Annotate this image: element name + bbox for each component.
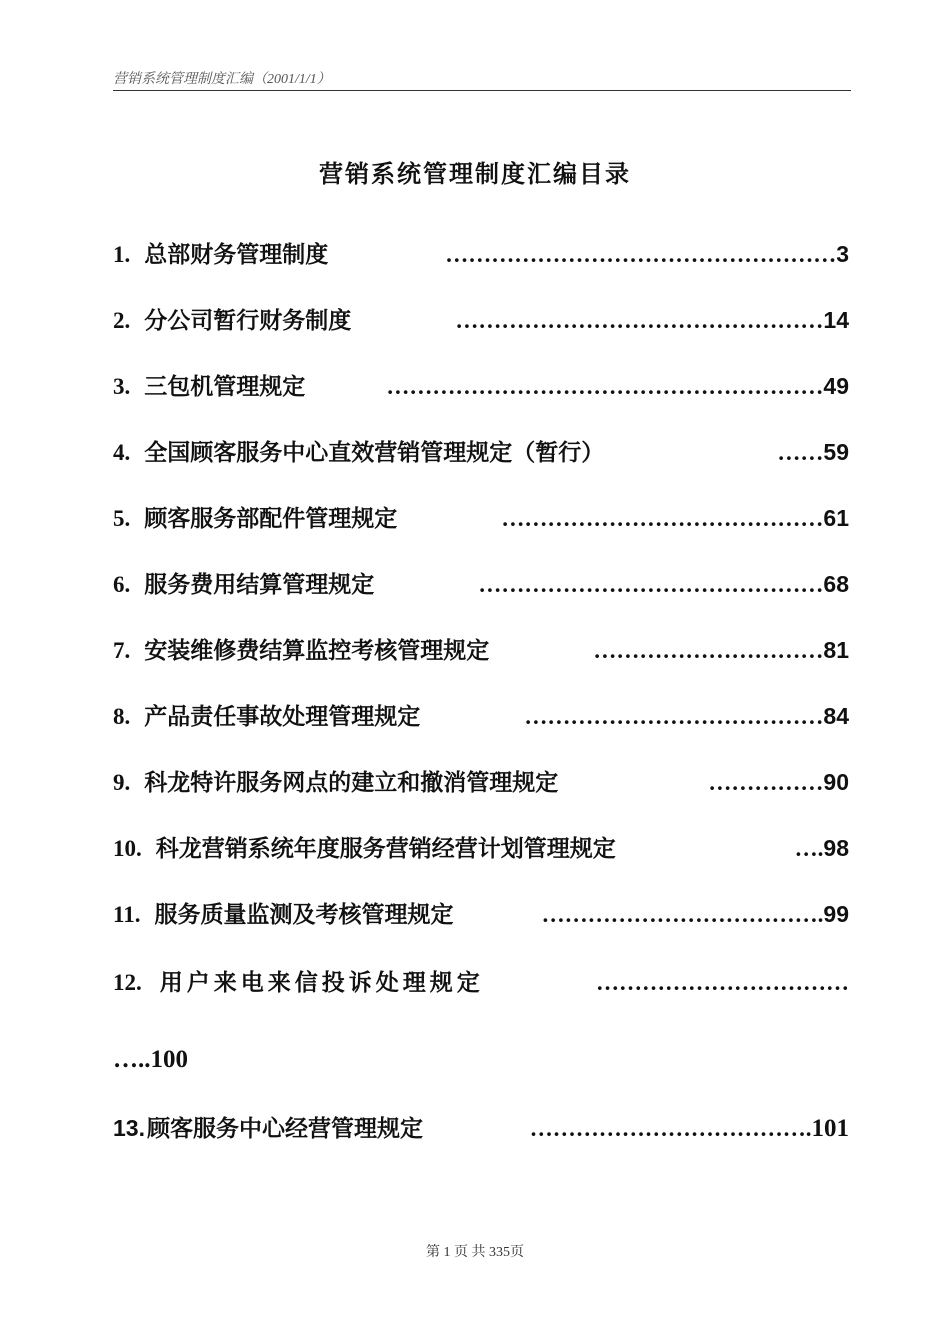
toc-entry-11[interactable] xyxy=(113,896,849,940)
toc-entry-7[interactable] xyxy=(113,632,849,676)
toc-leader-dots: …. xyxy=(794,836,824,861)
toc-entry-2[interactable] xyxy=(113,302,849,346)
header-text: 营销系统管理制度汇编（2001/1/1） xyxy=(113,72,331,87)
toc-page-number: 14 xyxy=(823,307,849,333)
toc-page-number: 99 xyxy=(823,901,849,927)
toc-entry-title: 顾客服务中心经营管理规定 xyxy=(146,1116,423,1142)
toc-entry-title: 分公司暂行财务制度 xyxy=(144,308,352,334)
toc-entry-number: 5. xyxy=(113,506,131,531)
toc-entry-title: 总部财务管理制度 xyxy=(144,242,329,268)
toc-page-number: 101 xyxy=(811,1115,849,1142)
toc-entry-number: 8. xyxy=(113,704,131,729)
toc-entry-3[interactable] xyxy=(113,368,849,412)
toc-entry-title: 安装维修费结算监控考核管理规定 xyxy=(144,638,490,664)
toc-leader-dots: ……………………………………… xyxy=(478,572,824,597)
toc-entry-4[interactable] xyxy=(113,434,849,478)
toc-leader-dots: …………… xyxy=(708,770,824,795)
toc-entry-5[interactable] xyxy=(113,500,849,544)
toc-entry-title: 科龙营销系统年度服务营销经营计划管理规定 xyxy=(155,836,616,862)
toc-entry-number: 12. xyxy=(113,970,142,995)
toc-entry-title: 全国顾客服务中心直效营销管理规定（暂行） xyxy=(144,440,605,466)
toc-leader-dots: …………………………… xyxy=(596,970,849,995)
toc-entry-12[interactable] xyxy=(113,964,849,1008)
toc-page-number: 59 xyxy=(823,439,849,465)
toc-page-number: 61 xyxy=(823,505,849,531)
toc-page-number: 98 xyxy=(823,835,849,861)
toc-entry-number: 4. xyxy=(113,440,131,465)
toc-entry-number: 13. xyxy=(113,1115,145,1141)
toc-entry-number: 6. xyxy=(113,572,131,597)
toc-page-number: 90 xyxy=(823,769,849,795)
toc-page-number: 68 xyxy=(823,571,849,597)
toc-entry-title: 服务费用结算管理规定 xyxy=(144,572,375,598)
toc-entry-title: 顾客服务部配件管理规定 xyxy=(144,506,398,532)
toc-leader-dots: ………………………………………………… xyxy=(386,374,824,399)
toc-leader-dots: …… xyxy=(777,440,824,465)
toc-entry-number: 11. xyxy=(113,902,141,927)
toc-page-number: 84 xyxy=(823,703,849,729)
toc-entry-9[interactable] xyxy=(113,764,849,808)
toc-entry-number: 2. xyxy=(113,308,131,333)
toc-leader-dots: ………………………… xyxy=(593,638,824,663)
toc-leader-dots: …………………………………………… xyxy=(445,242,837,267)
toc-leader-dots: ………………………………………… xyxy=(455,308,824,333)
toc-page-number: 3 xyxy=(836,241,849,267)
toc-entry-1[interactable] xyxy=(113,236,849,280)
document-title: 营销系统管理制度汇编目录 xyxy=(319,160,631,188)
toc-entry-title: 服务质量监测及考核管理规定 xyxy=(154,902,454,928)
toc-page-number: 81 xyxy=(823,637,849,663)
toc-entry-6[interactable] xyxy=(113,566,849,610)
toc-leader-dots: ………………………………… xyxy=(524,704,824,729)
toc-entry-title: 三包机管理规定 xyxy=(144,374,306,400)
toc-entry-title: 用户来电来信投诉处理规定 xyxy=(159,970,484,996)
toc-entry-13[interactable] xyxy=(113,1110,849,1154)
toc-entry-title: 科龙特许服务网点的建立和撤消管理规定 xyxy=(144,770,559,796)
toc-entry-number: 9. xyxy=(113,770,131,795)
toc-leader-dots: ………………………………. xyxy=(541,902,824,927)
toc-leader-dots: …………………………………… xyxy=(501,506,824,531)
toc-leader-dots: ………………………………. xyxy=(529,1116,812,1141)
page-footer: 第 1 页 共 335页 xyxy=(426,1245,524,1260)
toc-entry-10[interactable] xyxy=(113,830,849,874)
toc-entry-title: 产品责任事故处理管理规定 xyxy=(144,704,421,730)
toc-entry-number: 10. xyxy=(113,836,142,861)
toc-entry-number: 1. xyxy=(113,242,131,267)
page-header xyxy=(113,66,851,91)
toc-entry-number: 3. xyxy=(113,374,131,399)
toc-entry-number: 7. xyxy=(113,638,131,663)
toc-entry-8[interactable] xyxy=(113,698,849,742)
toc-page-number: 49 xyxy=(823,373,849,399)
toc-entry-12-continued-page: …..100 xyxy=(113,1046,188,1073)
